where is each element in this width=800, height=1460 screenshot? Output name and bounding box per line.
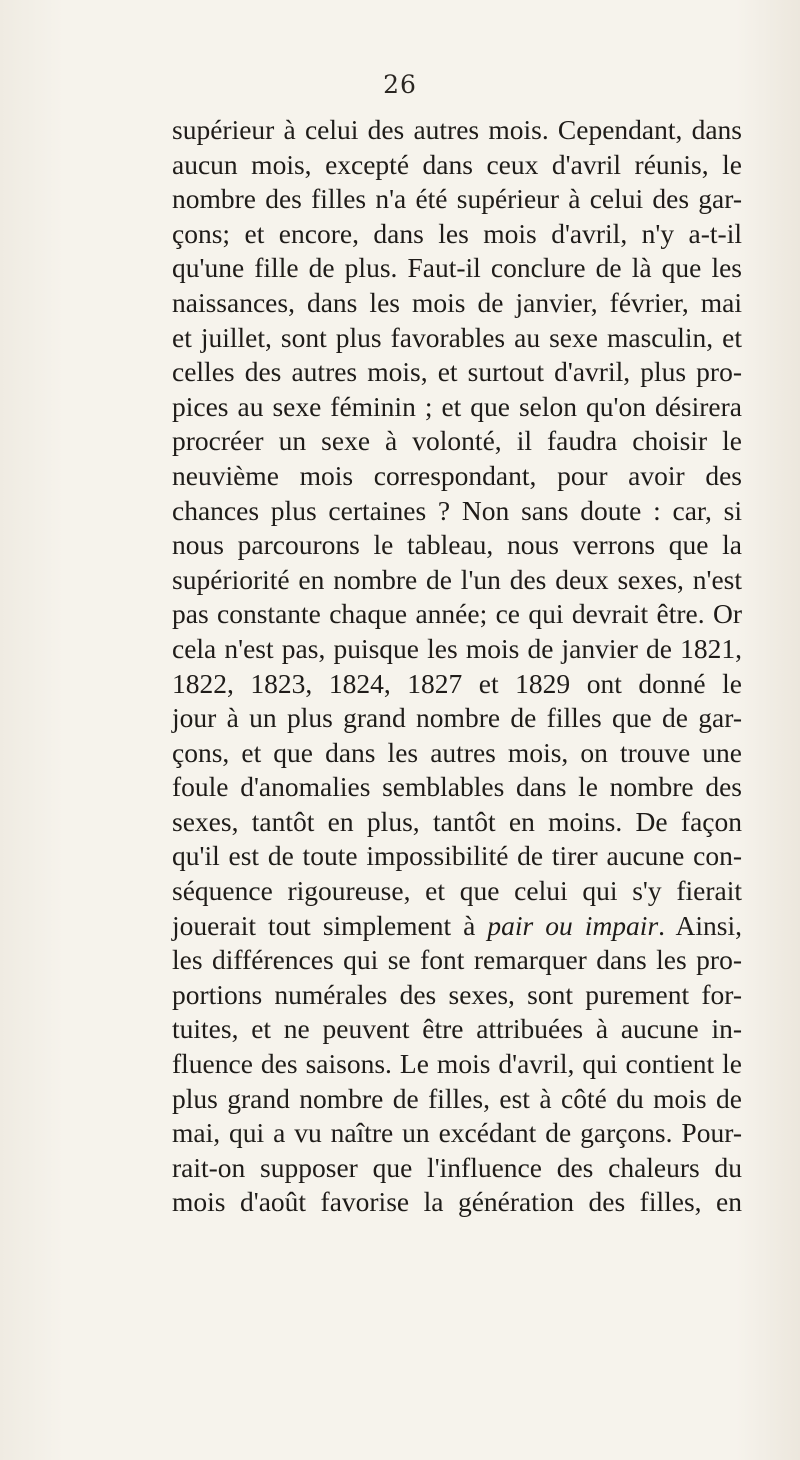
text-line: celles des autres mois, et surtout d'avril, plus pro-: [172, 356, 742, 388]
text-line: çons, et que dans les autres mois, on trouve une: [172, 736, 742, 768]
text-line: mois d'août favorise la génération des filles, en: [172, 1186, 742, 1218]
text-segment: jouerait tout simplement à: [172, 909, 488, 941]
text-line: aucun mois, excepté dans ceux d'avril réunis, le: [172, 148, 742, 180]
page-number: 26: [383, 70, 417, 99]
text-line: neuvième mois correspondant, pour avoir des: [172, 459, 742, 491]
text-line: nous parcourons le tableau, nous verrons que la: [172, 529, 742, 561]
text-line: sexes, tantôt en plus, tantôt en moins. De façon: [172, 805, 742, 837]
text-line: tuites, et ne peuvent être attribuées à aucune in-: [172, 1013, 742, 1045]
text-line: chances plus certaines ? Non sans doute : car, si: [172, 494, 742, 526]
text-segment: . Ainsi,: [658, 909, 743, 941]
text-line: pices au sexe féminin ; et que selon qu'on désirera: [172, 390, 742, 422]
text-line: jour à un plus grand nombre de filles que de gar-: [172, 702, 742, 734]
text-line: çons; et encore, dans les mois d'avril, n'y a-t-il: [172, 217, 742, 249]
text-line: supériorité en nombre de l'un des deux sexes, n'est: [172, 563, 742, 595]
text-line: rait-on supposer que l'influence des chaleurs du: [172, 1151, 742, 1183]
italic-phrase: pair ou impair: [487, 909, 659, 941]
text-line: supérieur à celui des autres mois. Cependant, dans: [172, 114, 742, 145]
text-line: plus grand nombre de filles, est à côté du mois de: [172, 1082, 742, 1114]
text-line: mai, qui a vu naître un excédant de garçons. Pour-: [172, 1117, 742, 1149]
text-line: procréer un sexe à volonté, il faudra choisir le: [172, 425, 742, 457]
text-line: cela n'est pas, puisque les mois de janvier de 1821,: [172, 632, 742, 664]
text-line-with-italic: [172, 909, 742, 944]
text-line: et juillet, sont plus favorables au sexe masculin, et: [172, 321, 742, 353]
text-line: pas constante chaque année; ce qui devrait être. Or: [172, 598, 742, 630]
text-line: séquence rigoureuse, et que celui qui s'y fierait: [172, 875, 742, 907]
text-line: qu'il est de toute impossibilité de tirer aucune con-: [172, 840, 742, 872]
text-line: qu'une fille de plus. Faut-il conclure de là que les: [172, 252, 742, 284]
text-line: nombre des filles n'a été supérieur à celui des gar-: [172, 183, 742, 215]
text-line: les différences qui se font remarquer dans les pro-: [172, 944, 742, 976]
text-line: naissances, dans les mois de janvier, février, mai: [172, 286, 742, 318]
text-line: fluence des saisons. Le mois d'avril, qui contient le: [172, 1048, 742, 1080]
text-line: 1822, 1823, 1824, 1827 et 1829 ont donné le: [172, 667, 742, 699]
text-line: foule d'anomalies semblables dans le nombre des: [172, 771, 742, 803]
body-text: [172, 113, 742, 1220]
text-line: portions numérales des sexes, sont purement for-: [172, 978, 742, 1010]
